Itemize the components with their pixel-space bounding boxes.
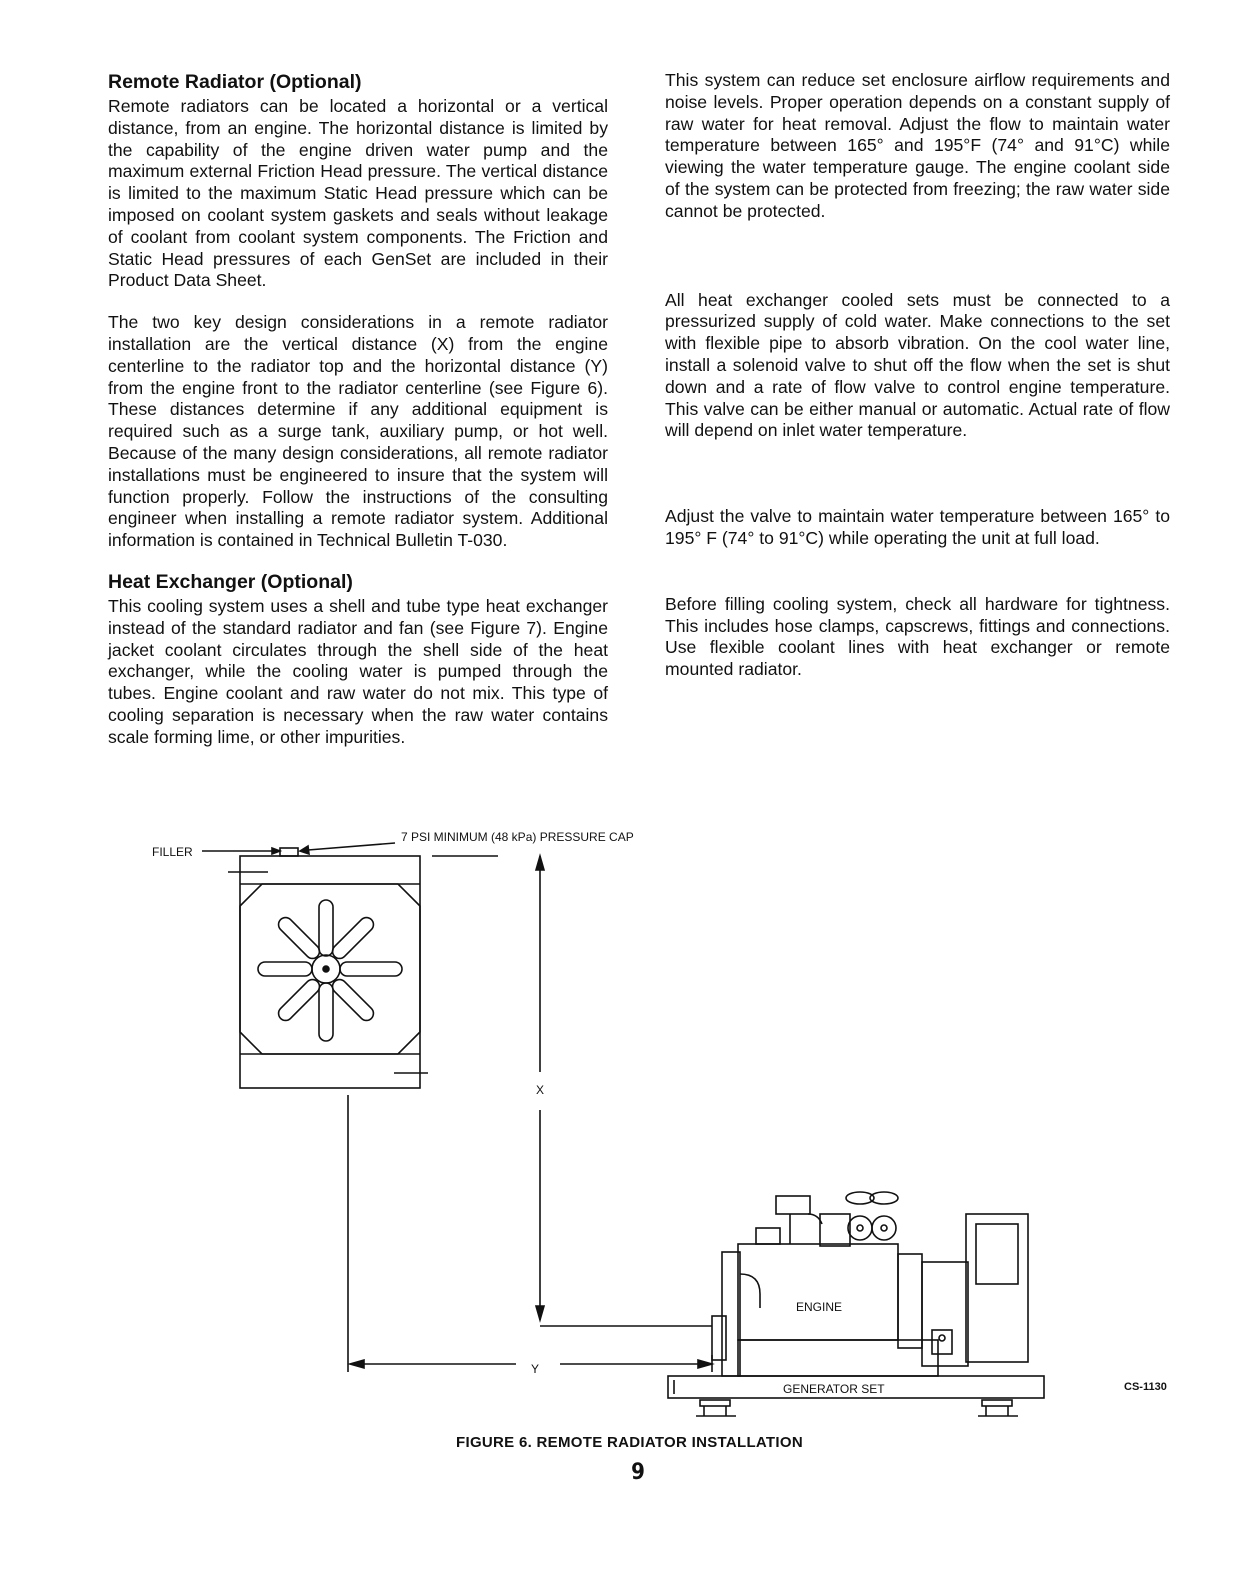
right-paragraph-2: All heat exchanger cooled sets must be connected to a pressurized supply of cold water. Make connections to the set with flexible pipe to absorb vibration. On the cool water line, install a solenoid valve to shut off the flow when the set is shut down and a rate of flow valve to control engine temperature. This valve can be either manual or automatic. Actual rate of flow will depend on inlet water temperature. bbox=[665, 289, 1170, 441]
remote-radiator-paragraph-2: The two key design considerations in a remote radiator installation are the vertical distance (X) from the engine centerline to the radiator top and the horizontal distance (Y) from the engine front to the radiator centerline (see Figure 6). These distances determine if any additional equipment is required such as a surge tank, auxiliary pump, or hot well. Because of the many design considerations, all remote radiator installations must be engineered to insure that the system will function properly. Follow the instructions of the consulting engineer when installing a remote radiator system. Additional information is contained in Technical Bulletin T-030. bbox=[108, 312, 608, 551]
dimension-y-label: Y bbox=[531, 1362, 540, 1376]
fan-icon bbox=[258, 900, 402, 1041]
right-paragraph-3: Adjust the valve to maintain water temperature between 165° to 195° F (74° to 91°C) while operating the unit at full load. bbox=[665, 506, 1170, 548]
remote-radiator-paragraph-1: Remote radiators can be located a horizontal or a vertical distance, from an engine. The horizontal distance is limited by the capability of the engine driven water pump and the maximum external Friction Head pressure. The vertical distance is limited to the maximum Static Head pressure which can be imposed on coolant system gaskets and seals without leakage of coolant from coolant system components. The Friction and Static Head pressures of each GenSet are included in their Product Data Sheet. bbox=[108, 96, 608, 291]
drawing-code-label: CS-1130 bbox=[1124, 1381, 1167, 1393]
remote-radiator-diagram bbox=[0, 820, 1259, 1430]
engine bbox=[712, 1192, 938, 1376]
right-paragraph-4: Before filling cooling system, check all hardware for tightness. This includes hose clamps, capscrews, fittings and connections. Use flexible coolant lines with heat exchanger or remote mounted radiator. bbox=[665, 593, 1170, 680]
page-number: 9 bbox=[631, 1460, 645, 1485]
pressure-cap-label: 7 PSI MINIMUM (48 kPa) PRESSURE CAP bbox=[401, 830, 634, 844]
right-paragraph-1: This system can reduce set enclosure airflow requirements and noise levels. Proper operation depends on a constant supply of raw water for heat removal. Adjust the flow to maintain water temperature between 165° and 195°F (74° and 91°C) while viewing the water temperature gauge. The engine coolant side of the system can be protected from freezing; the raw water side cannot be protected. bbox=[665, 70, 1170, 221]
left-column bbox=[108, 70, 608, 749]
heat-exchanger-heading: Heat Exchanger (Optional) bbox=[108, 570, 353, 593]
dimension-x-label: X bbox=[536, 1083, 545, 1097]
remote-radiator-heading: Remote Radiator (Optional) bbox=[108, 71, 362, 93]
filler-label: FILLER bbox=[152, 845, 193, 859]
engine-label: ENGINE bbox=[796, 1300, 843, 1314]
figure-caption: FIGURE 6. REMOTE RADIATOR INSTALLATION bbox=[456, 1434, 803, 1451]
heat-exchanger-paragraph-1: This cooling system uses a shell and tube type heat exchanger instead of the standard radiator and fan (see Figure 7). Engine jacket coolant circulates through the shell side of the heat exchanger, while the cooling water is pumped through the tubes. Engine coolant and raw water do not mix. This type of cooling separation is necessary when the raw water contains scale forming lime, or other impurities. bbox=[108, 595, 608, 747]
right-column bbox=[665, 70, 1170, 681]
generator-set-label: GENERATOR SET bbox=[783, 1382, 885, 1396]
